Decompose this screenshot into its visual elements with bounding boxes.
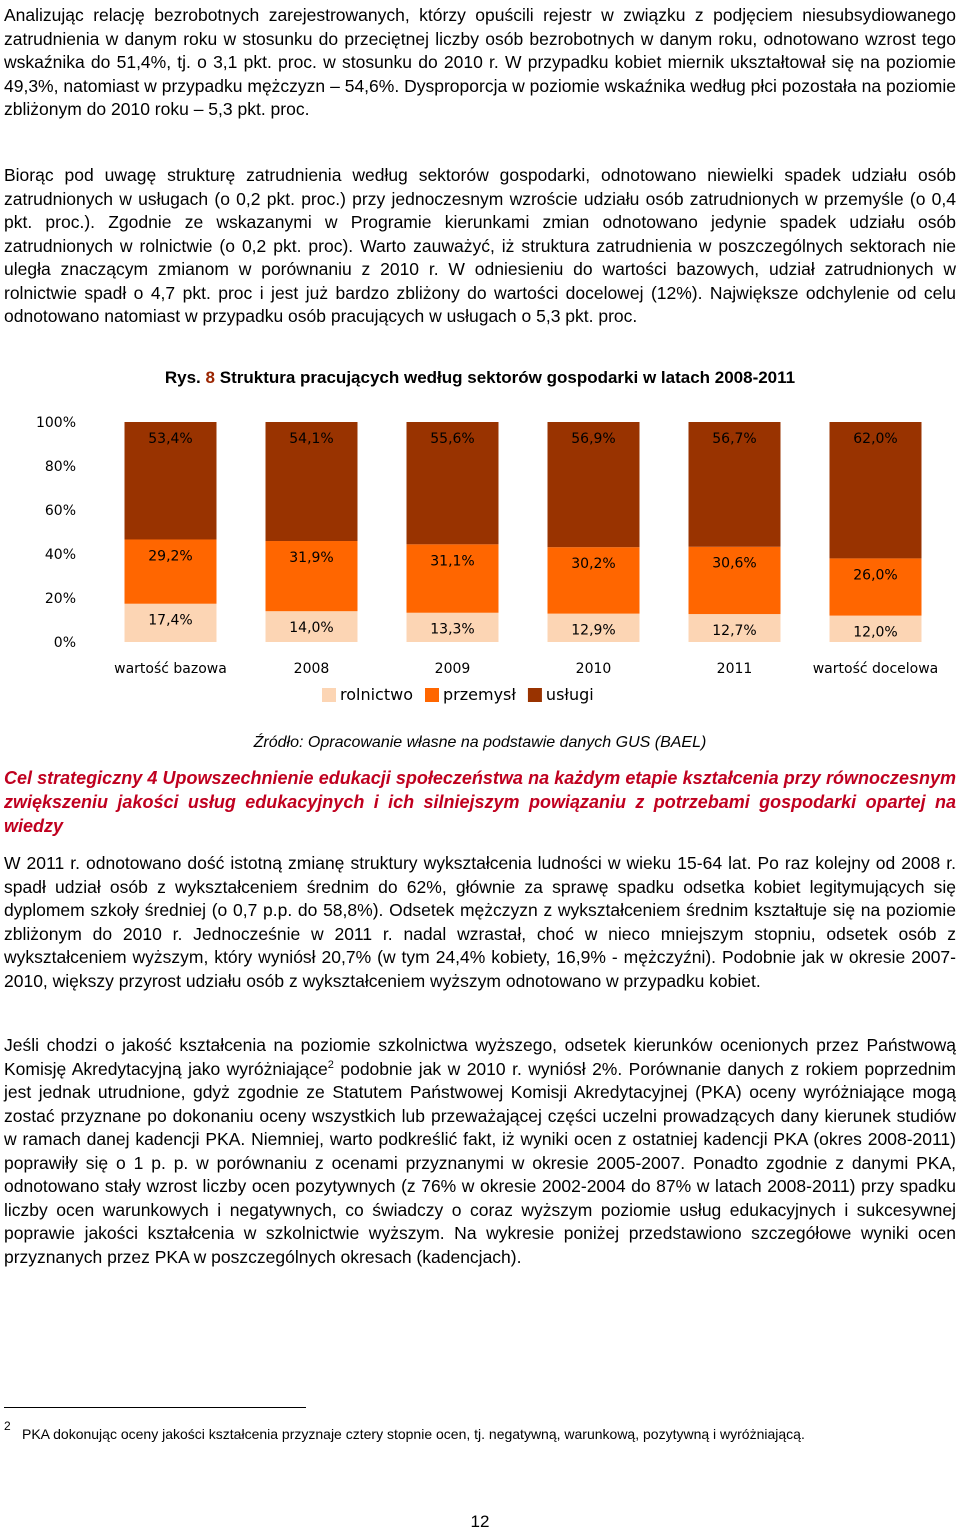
paragraph-employment-structure: Biorąc pod uwagę strukturę zatrudnienia według sektorów gospodarki, odnotowano niewielki spadek udziału osób zatrudnionych w usługach (o 0,2 pkt. proc.) przy jednoczesnym wzroście udziału osób zatrudnionych w przemyśle (o 0,4 pkt. proc.). Zgodnie ze wskazanymi w Programie kierunkami zmian odnotowano jedynie spadek udziału osób zatrudnionych w rolnictwie (o 0,2 pkt. proc). Warto zauważyć, iż struktura zatrudnienia w poszczególnych sektorach nie uległa znaczącym zmianom w porównaniu z 2010 r. W odniesieniu do wartości bazowych, udział zatrudnionych w rolnictwie spadł o 4,7 pkt. proc i jest już bardzo zbliżony do wartości docelowej (12%). Największe odchylenie od celu odnotowano natomiast w przypadku osób pracujących w usługach o 5,3 pkt. proc. bbox=[4, 165, 956, 326]
data-label: 56,9% bbox=[571, 431, 616, 447]
pka-text-b: podobnie jak w 2010 r. wyniósł 2%. Porównanie danych z rokiem poprzednim jest jednak utrudnione, gdyż zgodnie ze Statutem Państwowej Komisji Akredytacyjnej (PKA) oceny wyróżniające mogą zostać przyznane po dokonaniu oceny wszystkich lub przeważającej części uczelni prowadzących dany kierunek studiów w ramach danej kadencji PKA. Niemniej, warto podkreślić fakt, iż wyniki ocen z ostatniej kadencji PKA (okres 2008-2011) poprawiły się o 1 p. p. w porównaniu z ocenami przyznanymi w okresie 2005-2007. Ponadto zgodnie z danymi PKA, odnotowano stały wzrost liczby ocen pozytywnych (z 76% w okresie 2002-2004 do 87% w latach 2008-2011) przy spadku liczby ocen warunkowych i negatywnych, co świadczy o coraz wyższym poziomie usług edukacyjnych i sukcesywnej poprawie jakości kształcenia w szkolnictwie wyższym. Na wykresie poniżej przedstawiono szczegółowe wyniki ocen przyznanych przez PKA w poszczególnych okresach (kadencjach). bbox=[4, 1058, 956, 1267]
data-label: 14,0% bbox=[289, 620, 334, 637]
data-label: 13,3% bbox=[430, 621, 475, 638]
footnote-reference[interactable]: 2 bbox=[327, 1058, 334, 1071]
y-tick-label: 20% bbox=[44, 591, 76, 607]
data-label: 53,4% bbox=[148, 431, 193, 447]
x-category-label: wartość docelowa bbox=[812, 661, 939, 677]
y-tick-label: 100% bbox=[35, 415, 76, 431]
caption-number: 8 bbox=[205, 368, 215, 387]
legend-swatch-przemysł bbox=[425, 688, 439, 702]
paragraph-pka-quality bbox=[4, 1034, 956, 1269]
x-category-label: 2009 bbox=[434, 661, 471, 677]
data-label: 29,2% bbox=[148, 548, 193, 565]
data-label: 30,6% bbox=[712, 555, 757, 572]
data-label: 30,2% bbox=[571, 556, 616, 573]
data-label: 12,7% bbox=[712, 623, 757, 640]
x-category-label: 2008 bbox=[293, 661, 330, 677]
stacked-bar-chart bbox=[0, 400, 960, 720]
data-label: 12,0% bbox=[853, 624, 898, 641]
legend-swatch-rolnictwo bbox=[322, 688, 336, 702]
footnote-number: 2 bbox=[4, 1419, 11, 1433]
pka-text-a: Jeśli chodzi o jakość kształcenia na poziomie szkolnictwa wyższego, odsetek kierunków ocenionych przez Państwową Komisję Akredytacyjną jako wyróżniające bbox=[4, 1035, 956, 1079]
figure-source: Źródło: Opracowanie własne na podstawie danych GUS (BAEL) bbox=[253, 734, 707, 751]
footnote-divider bbox=[4, 1407, 306, 1408]
data-label: 54,1% bbox=[289, 431, 334, 447]
strategic-goal-heading: Cel strategiczny 4 Upowszechnienie edukacji społeczeństwa na każdym etapie kształcenia przy równoczesnym zwiększeniu jakości usług edukacyjnych i ich silniejszym powiązaniu z potrzebami gospodarki opartej na wiedzy bbox=[4, 768, 956, 836]
legend-label: rolnictwo bbox=[340, 685, 413, 704]
y-tick-label: 60% bbox=[44, 503, 76, 519]
legend-label: usługi bbox=[545, 685, 594, 704]
footnote bbox=[4, 1419, 956, 1444]
caption-text: Struktura pracujących według sektorów gospodarki w latach 2008-2011 bbox=[219, 368, 796, 387]
figure-caption bbox=[0, 368, 960, 388]
x-category-label: 2011 bbox=[716, 661, 753, 677]
paragraph-education-structure: W 2011 r. odnotowano dość istotną zmianę struktury wykształcenia ludności w wieku 15-64 lat. Po raz kolejny od 2008 r. spadł udział osób z wykształceniem średnim do 62%, głównie za sprawę spadku odsetka kobiet legitymujących się dyplomem szkoły średniej (o 0,7 p.p. do 58,8%). Odsetek mężczyzn z wykształceniem średnim kształtuje się na poziomie zbliżonym do 2010 r. Jednocześnie w 2011 r. nadal wzrastał, choć w nieco mniejszym stopniu, odsetek osób z wykształceniem wyższym, który wyniósł 20,7% (w tym 24,4% kobiety, 16,9% - mężczyźni). Podobnie jak w okresie 2007-2010, większy przyrost udziału osób z wykształceniem wyższym odnotowano w przypadku kobiet. bbox=[4, 853, 956, 991]
x-category-label: 2010 bbox=[575, 661, 612, 677]
legend-swatch-usługi bbox=[528, 688, 542, 702]
y-tick-label: 0% bbox=[53, 635, 76, 651]
y-tick-label: 40% bbox=[44, 547, 76, 563]
data-label: 17,4% bbox=[148, 612, 193, 629]
x-category-label: wartość bazowa bbox=[114, 661, 227, 677]
data-label: 12,9% bbox=[571, 622, 616, 639]
page-number: 12 bbox=[470, 1512, 490, 1531]
data-label: 62,0% bbox=[853, 431, 898, 447]
data-label: 31,9% bbox=[289, 550, 334, 567]
footnote-text: PKA dokonując oceny jakości kształcenia przyznaje cztery stopnie ocen, tj. negatywną, warunkową, pozytywną i wyróżniającą. bbox=[22, 1426, 805, 1442]
legend-label: przemysł bbox=[443, 685, 516, 704]
caption-prefix: Rys. bbox=[164, 368, 201, 387]
data-label: 31,1% bbox=[430, 553, 475, 570]
paragraph-unemployment: Analizując relację bezrobotnych zarejestrowanych, którzy opuścili rejestr w związku z podjęciem niesubsydiowanego zatrudnienia w danym roku w stosunku do przeciętnej liczby osób bezrobotnych w danym roku, odnotowano wzrost tego wskaźnika do 51,4%, tj. o 3,1 pkt. proc. w stosunku do 2010 r. W przypadku kobiet miernik ukształtował się na poziomie 49,3%, natomiast w przypadku mężczyzn – 54,6%. Dysproporcja w poziomie wskaźnika według płci pozostała na poziomie zbliżonym do 2010 roku – 5,3 pkt. proc. bbox=[4, 5, 956, 119]
y-tick-label: 80% bbox=[44, 459, 76, 475]
data-label: 26,0% bbox=[853, 567, 898, 584]
data-label: 56,7% bbox=[712, 431, 757, 447]
data-label: 55,6% bbox=[430, 431, 475, 447]
